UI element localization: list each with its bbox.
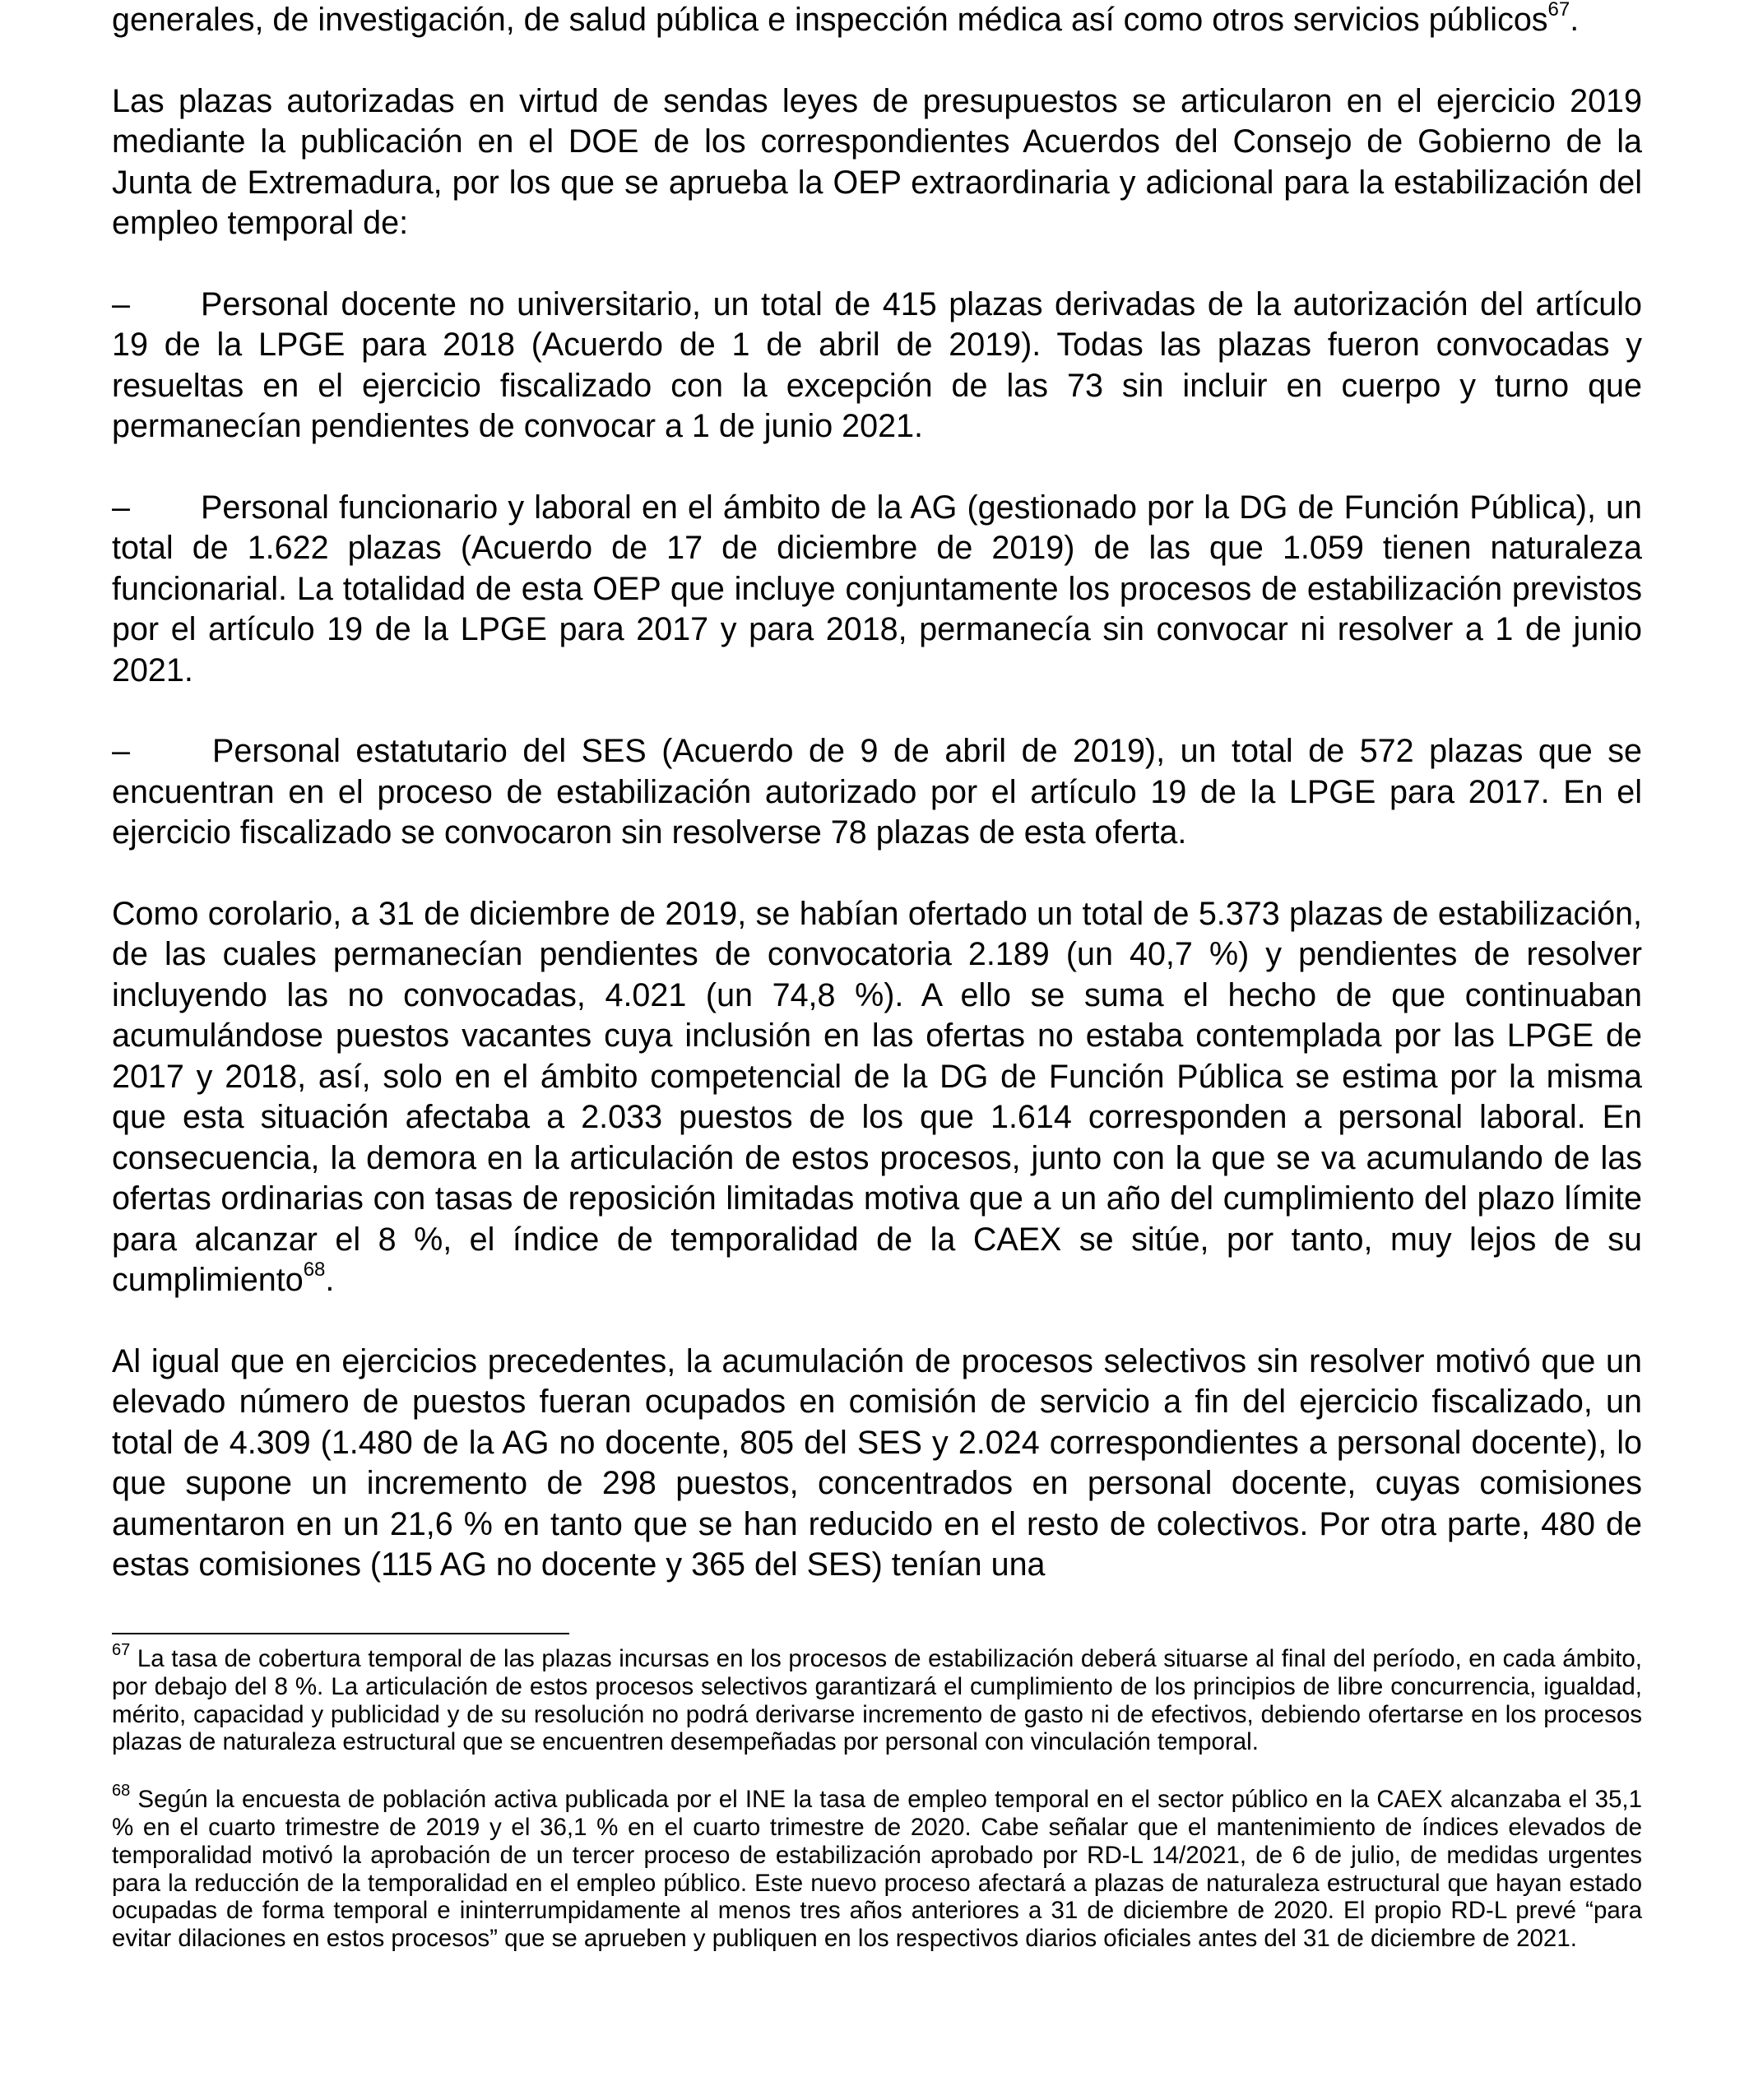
dash-bullet: – xyxy=(112,489,130,526)
dash-bullet: – xyxy=(112,733,130,769)
footnote-67 xyxy=(112,1641,1642,1756)
footnote-separator xyxy=(112,1633,569,1634)
footnote-number: 67 xyxy=(112,1641,131,1660)
bullet-item-teaching-staff xyxy=(112,285,1642,447)
paragraph-end: . xyxy=(325,1262,335,1298)
bullet-item-civil-servants xyxy=(112,488,1642,692)
footnote-ref-68[interactable]: 68 xyxy=(303,1258,326,1281)
footnote-text: La tasa de cobertura temporal de las plazas incursas en los procesos de estabilización deberá situarse al final del período, en cada ámbito, por debajo del 8 %. La articulación de estos procesos selectivos garantizará el cumplimiento de los principios de libre concurrencia, igualdad, mérito, capacidad y publicidad y de su resolución no podrá derivarse incremento de gasto ni de efectivos, debiendo ofertarse en los procesos plazas de naturaleza estructural que se encuentren desempeñadas por personal con vinculación temporal. xyxy=(112,1645,1642,1756)
bullet-text: Personal funcionario y laboral en el ámbito de la AG (gestionado por la DG de Función Pública), un total de 1.622 plazas (Acuerdo de 17 de diciembre de 2019) de las que 1.059 tienen naturaleza funcionarial. La totalidad de esta OEP que incluye conjuntamente los procesos de estabilización previstos por el artículo 19 de la LPGE para 2017 y para 2018, permanecía sin convocar ni resolver a 1 de junio 2021. xyxy=(112,489,1642,688)
bullet-text: Personal estatutario del SES (Acuerdo de 9 de abril de 2019), un total de 572 plazas que se encuentran en el proceso de estabilización autorizado por el artículo 19 de la LPGE para 2017. En el ejercicio fiscalizado se convocaron sin resolverse 78 plazas de esta oferta. xyxy=(112,733,1642,851)
bullet-item-ses-staff xyxy=(112,731,1642,854)
paragraph-text: generales, de investigación, de salud pública e inspección médica así como otros servicios públicos xyxy=(112,2,1548,38)
paragraph-corollary xyxy=(112,894,1642,1301)
paragraph-service-commissions: Al igual que en ejercicios precedentes, la acumulación de procesos selectivos sin resolver motivó que un elevado número de puestos fueran ocupados en comisión de servicio a fin del ejercicio fiscalizado, un total de 4.309 (1.480 de la AG no docente, 805 del SES y 2.024 correspondientes a personal docente), lo que supone un incremento de 298 puestos, concentrados en personal docente, cuyas comisiones aumentaron en un 21,6 % en tanto que se han reducido en el resto de colectivos. Por otra parte, 480 de estas comisiones (115 AG no docente y 365 del SES) tenían una xyxy=(112,1342,1642,1583)
paragraph-authorized-positions: Las plazas autorizadas en virtud de sendas leyes de presupuestos se articularon en el ejercicio 2019 mediante la publicación en el DOE de los correspondientes Acuerdos del Consejo de Gobierno de la Junta de Extremadura, por los que se aprueba la OEP extraordinaria y adicional para la estabilización del empleo temporal de: xyxy=(112,82,1642,241)
footnote-text: Según la encuesta de población activa publicada por el INE la tasa de empleo temporal en el sector público en la CAEX alcanzaba el 35,1 % en el cuarto trimestre de 2019 y el 36,1 % en el cuarto trimestre de 2020. Cabe señalar que el mantenimiento de índices elevados de temporalidad motivó la aprobación de un tercer proceso de estabilización aprobado por RD-L 14/2021, de 6 de julio, de medidas urgentes para la reducción de la temporalidad en el empleo público. Este nuevo proceso afectará a plazas de naturaleza estructural que hayan estado ocupadas de forma temporal e ininterrumpidamente al menos tres años anteriores a 31 de diciembre de 2020. El propio RD-L prevé “para evitar dilaciones en estos procesos” que se aprueben y publiquen en los respectivos diarios oficiales antes del 31 de diciembre de 2021. xyxy=(112,1786,1642,1953)
dash-bullet: – xyxy=(112,285,130,322)
document-body xyxy=(112,0,1642,1586)
footnotes-section xyxy=(112,1641,1642,1953)
paragraph-public-services xyxy=(112,0,1642,41)
bullet-text: Personal docente no universitario, un total de 415 plazas derivadas de la autorización del artículo 19 de la LPGE para 2018 (Acuerdo de 1 de abril de 2019). Todas las plazas fueron convocadas y resueltas en el ejercicio fiscalizado con la excepción de las 73 sin incluir en cuerpo y turno que permanecían pendientes de convocar a 1 de junio 2021. xyxy=(112,285,1642,444)
footnote-ref-67[interactable]: 67 xyxy=(1547,0,1570,21)
footnote-68 xyxy=(112,1782,1642,1953)
paragraph-end: . xyxy=(1570,2,1580,38)
paragraph-text: Como corolario, a 31 de diciembre de 2019, se habían ofertado un total de 5.373 plazas de estabilización, de las cuales permanecían pendientes de convocatoria 2.189 (un 40,7 %) y pendientes de resolver incluyendo las no convocadas, 4.021 (un 74,8 %). A ello se suma el hecho de que continuaban acumulándose puestos vacantes cuya inclusión en las ofertas no estaba contemplada por las LPGE de 2017 y 2018, así, solo en el ámbito competencial de la DG de Función Pública se estima por la misma que esta situación afectaba a 2.033 puestos de los que 1.614 corresponden a personal laboral. En consecuencia, la demora en la articulación de estos procesos, junto con la que se va acumulando de las ofertas ordinarias con tasas de reposición limitadas motiva que a un año del cumplimiento del plazo límite para alcanzar el 8 %, el índice de temporalidad de la CAEX se sitúe, por tanto, muy lejos de su cumplimiento xyxy=(112,895,1642,1298)
footnote-number: 68 xyxy=(112,1782,131,1801)
